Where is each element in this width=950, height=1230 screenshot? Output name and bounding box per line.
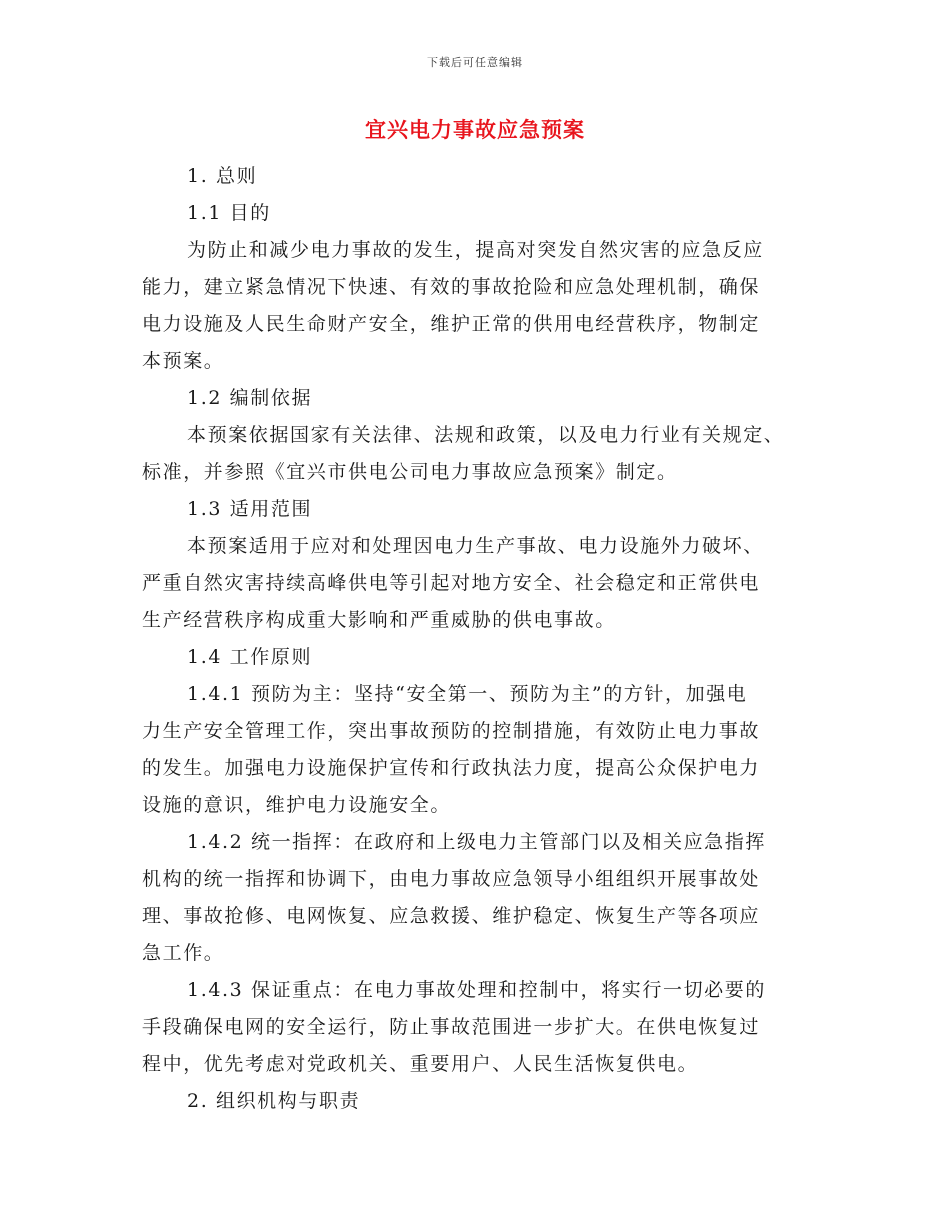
body-paragraph [142,232,802,380]
body-paragraph [142,417,802,491]
text-line: 1.4.2 统一指挥：在政府和上级电力主管部门以及相关应急指挥 [187,831,766,853]
text-line: 理、事故抢修、电网恢复、应急救援、维护稳定、恢复生产等各项应 [142,905,761,927]
text-line: 电力设施及人民生命财产安全，维护正常的供用电经营秩序，物制定 [142,313,761,335]
section-heading [142,380,802,417]
text-line: 1.1 目的 [187,202,271,224]
body-paragraph [142,676,802,824]
text-line: 本预案。 [142,350,225,372]
body-paragraph [142,972,802,1083]
text-line: 生产经营秩序构成重大影响和严重威胁的供电事故。 [142,609,616,631]
document-title: 宜兴电力事故应急预案 [365,117,585,142]
document-body [142,158,802,1120]
text-line: 1.4.1 预防为主：坚持“安全第一、预防为主”的方针，加强电 [187,683,748,705]
section-heading [142,1083,802,1120]
text-line: 手段确保电网的安全运行，防止事故范围进一步扩大。在供电恢复过 [142,1016,761,1038]
body-paragraph [142,528,802,639]
header-note: 下载后可任意编辑 [427,56,523,69]
text-line: 为防止和减少电力事故的发生，提高对突发自然灾害的应急反应 [187,239,764,261]
text-line: 本预案依据国家有关法律、法规和政策，以及电力行业有关规定、 [187,424,785,446]
text-line: 1.4.3 保证重点：在电力事故处理和控制中，将实行一切必要的 [187,979,766,1001]
text-line: 标准，并参照《宜兴市供电公司电力事故应急预案》制定。 [142,461,678,483]
text-line: 2. 组织机构与职责 [187,1090,361,1112]
text-line: 的发生。加强电力设施保护宣传和行政执法力度，提高公众保护电力 [142,757,761,779]
text-line: 1. 总则 [187,165,258,187]
section-heading [142,195,802,232]
text-line: 1.2 编制依据 [187,387,313,409]
text-line: 能力，建立紧急情况下快速、有效的事故抢险和应急处理机制，确保 [142,276,761,298]
text-line: 严重自然灾害持续高峰供电等引起对地方安全、社会稳定和正常供电 [142,572,761,594]
text-line: 本预案适用于应对和处理因电力生产事故、电力设施外力破坏、 [187,535,764,557]
text-line: 急工作。 [142,942,225,964]
text-line: 1.4 工作原则 [187,646,313,668]
text-line: 力生产安全管理工作，突出事故预防的控制措施，有效防止电力事故 [142,720,761,742]
text-line: 1.3 适用范围 [187,498,313,520]
section-heading [142,491,802,528]
text-line: 程中，优先考虑对党政机关、重要用户、人民生活恢复供电。 [142,1053,699,1075]
text-line: 设施的意识，维护电力设施安全。 [142,794,452,816]
body-paragraph [142,824,802,972]
text-line: 机构的统一指挥和协调下，由电力事故应急领导小组组织开展事故处 [142,868,761,890]
section-heading [142,158,802,195]
section-heading [142,639,802,676]
